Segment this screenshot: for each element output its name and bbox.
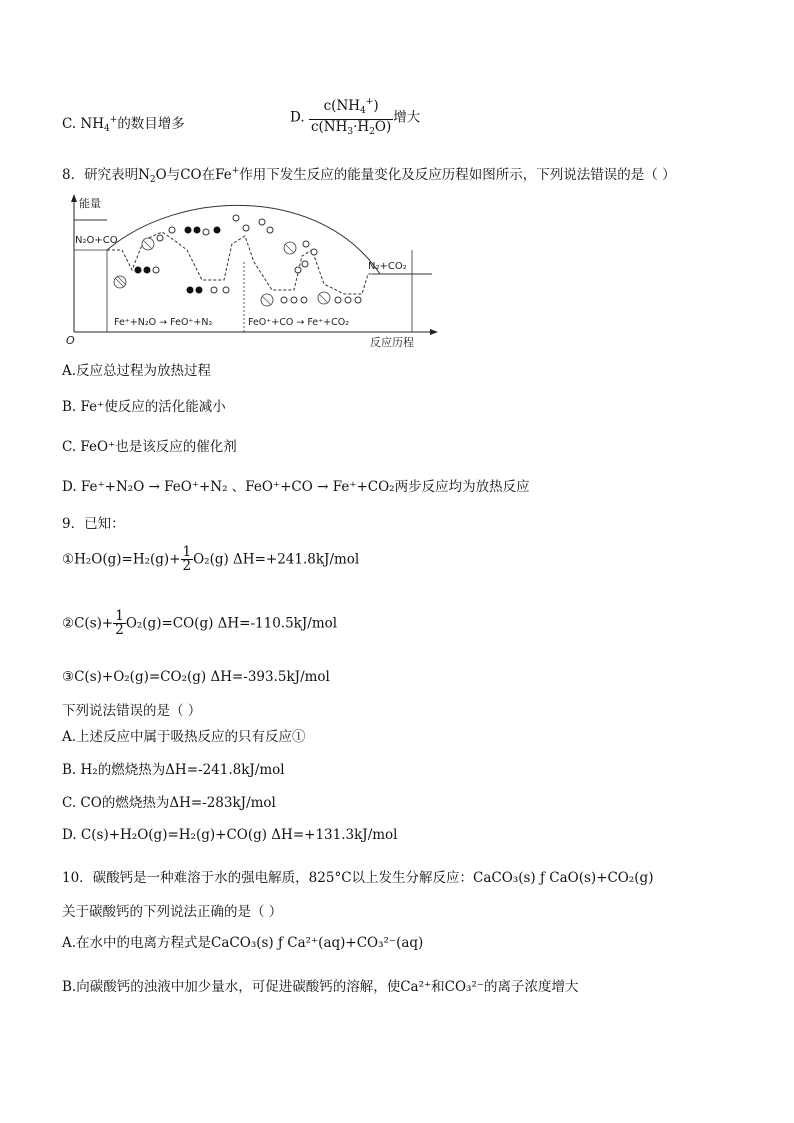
origin-label: O	[66, 334, 75, 347]
q8-option-c: C. FeO⁺也是该反应的催化剂	[62, 439, 237, 455]
q9-question: 下列说法错误的是（ ）	[62, 703, 202, 719]
products-label: N₂+CO₂	[368, 261, 407, 272]
step2-label: FeO⁺+CO → Fe⁺+CO₂	[248, 317, 350, 328]
q9-eq2: ②C(s)+ $\frac{1}{2}$ O₂(g)=CO(g) ΔH=-110.5kJ/mol	[62, 608, 338, 638]
q9-option-a: A.上述反应中属于吸热反应的只有反应①	[62, 729, 306, 745]
q10-option-b: B.向碳酸钙的浊液中加少量水，可促进碳酸钙的溶解，使Ca²⁺和CO₃²⁻的离子浓度增大	[62, 979, 579, 995]
q9-option-b: B. H₂的燃烧热为ΔH=-241.8kJ/mol	[62, 762, 285, 778]
q10-question: 关于碳酸钙的下列说法正确的是（ ）	[62, 904, 283, 920]
q10-option-a: A.在水中的电离方程式是CaCO₃(s) ƒ Ca²⁺(aq)+CO₃²⁻(aq)	[62, 935, 424, 951]
q9-stem: 9．已知：	[62, 516, 125, 532]
reactants-label: N₂O+CO	[75, 235, 118, 246]
q8-energy-diagram	[62, 192, 442, 352]
q8-stem: 8．研究表明$N_2O$与CO在Fe+作用下发生反应的能量变化及反应历程如图所示，下列说法错误的是（ ）	[62, 166, 676, 185]
q10-stem: 10．碳酸钙是一种难溶于水的强电解质，825°C以上发生分解反应：CaCO₃(s) ƒ CaO(s)+CO₂(g)	[62, 870, 654, 886]
y-axis-label: 能量	[79, 197, 101, 210]
q9-option-d: D. C(s)+H₂O(g)=H₂(g)+CO(g) ΔH=+131.3kJ/mol	[62, 827, 398, 843]
q8-option-b: B. Fe⁺使反应的活化能减小	[62, 399, 226, 415]
q8-option-a: A.反应总过程为放热过程	[62, 363, 212, 379]
q7-option-d: D. $\frac{c(NH_4^+)}{c(NH_3\cdot H_2O)}$ 增大	[290, 95, 420, 140]
q9-eq3: ③C(s)+O₂(g)=CO₂(g) ΔH=-393.5kJ/mol	[62, 669, 330, 685]
molecule-illustrations	[114, 215, 361, 306]
q8-option-d: D. Fe⁺+N₂O → FeO⁺+N₂ 、FeO⁺+CO → Fe⁺+CO₂两步反应均为放热反应	[62, 479, 530, 495]
q7-option-d-fraction: $\frac{c(NH_4^+)}{c(NH_3\cdot H_2O)}$	[310, 97, 392, 137]
q7-option-c: C. $NH_4^+$的数目增多	[62, 115, 185, 134]
q9-eq1: ①H₂O(g)=H₂(g)+ $\frac{1}{2}$ O₂(g) ΔH=+241.8kJ/mol	[62, 544, 360, 574]
q9-option-c: C. CO的燃烧热为ΔH=-283kJ/mol	[62, 795, 276, 811]
x-axis-label: 反应历程	[370, 336, 414, 349]
step1-label: Fe⁺+N₂O → FeO⁺+N₂	[114, 317, 213, 328]
